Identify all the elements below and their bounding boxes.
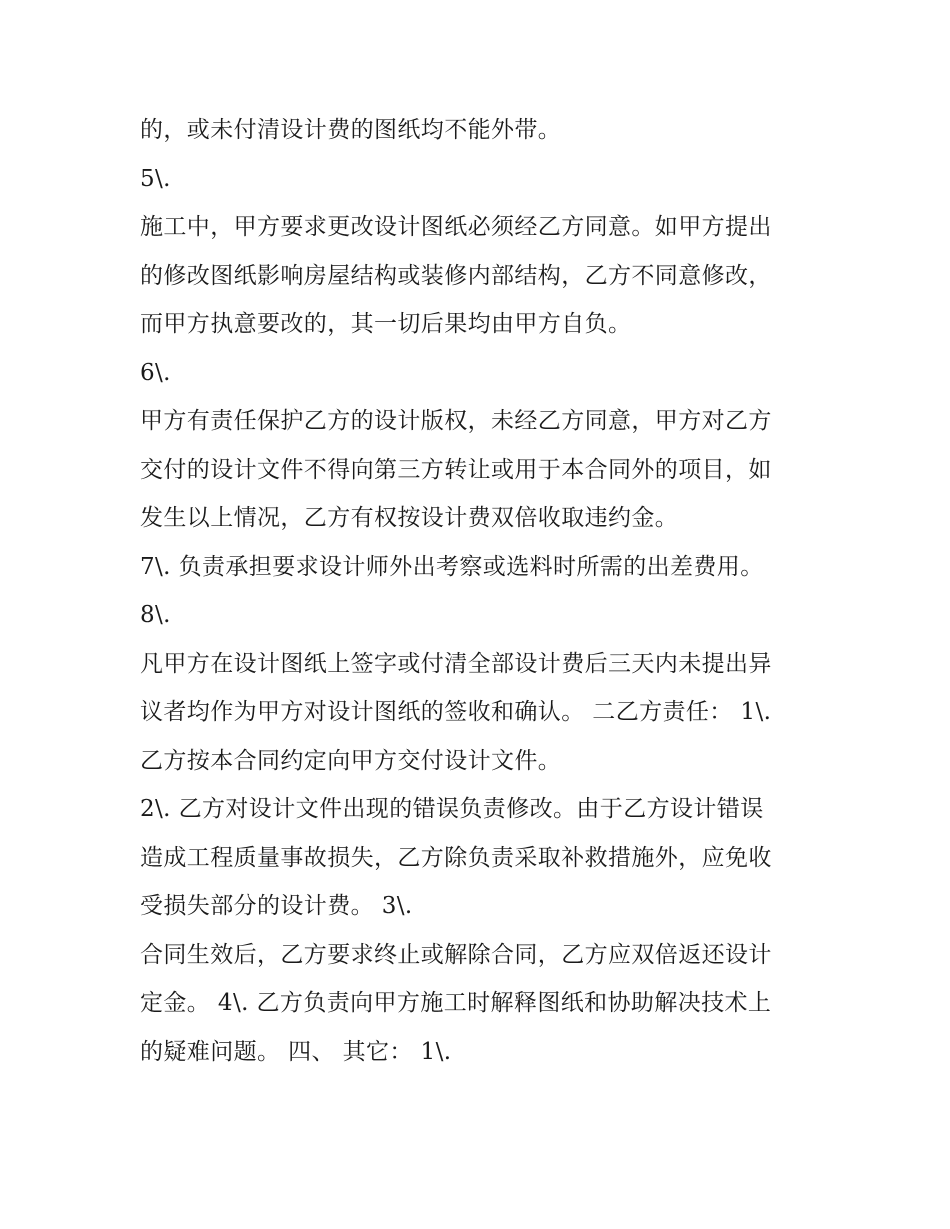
text-line: 发生以上情况，乙方有权按设计费双倍收取违约金。 xyxy=(140,505,679,531)
text-line: 凡甲方在设计图纸上签字或付清全部设计费后三天内未提出异 xyxy=(140,650,772,677)
text-line: 8\. xyxy=(140,602,171,628)
text-line: 6\. xyxy=(140,359,171,386)
text-line: 施工中，甲方要求更改设计图纸必须经乙方同意。如甲方提出 xyxy=(140,214,772,240)
text-line: 而甲方执意要改的，其一切后果均由甲方自负。 xyxy=(140,311,632,337)
text-line: 合同生效后，乙方要求终止或解除合同，乙方应双倍返还设计 xyxy=(140,941,772,968)
text-line: 甲方有责任保护乙方的设计版权，未经乙方同意，甲方对乙方 xyxy=(140,408,772,434)
text-line: 的，或未付清设计费的图纸均不能外带。 xyxy=(140,117,562,143)
text-line: 5\. xyxy=(140,165,171,192)
text-line: 造成工程质量事故损失，乙方除负责采取补救措施外，应免收 xyxy=(140,844,772,871)
text-line: 受损失部分的设计费。 3\. xyxy=(140,893,413,919)
contract-text-body xyxy=(140,106,820,1076)
text-line: 2\. 乙方对设计文件出现的错误负责修改。由于乙方设计错误 xyxy=(140,796,764,822)
text-line: 定金。 4\. 乙方负责向甲方施工时解释图纸和协助解决技术上 xyxy=(140,990,772,1016)
text-line: 交付的设计文件不得向第三方转让或用于本合同外的项目，如 xyxy=(140,456,772,483)
text-line: 乙方按本合同约定向甲方交付设计文件。 xyxy=(140,747,562,774)
text-line: 议者均作为甲方对设计图纸的签收和确认。 二乙方责任： 1\. xyxy=(140,699,772,725)
text-line: 7\. 负责承担要求设计师外出考察或选料时所需的出差费用。 xyxy=(140,553,764,580)
text-line: 的疑难问题。 四、 其它： 1\. xyxy=(140,1038,452,1065)
text-line: 的修改图纸影响房屋结构或装修内部结构，乙方不同意修改， xyxy=(140,262,772,289)
